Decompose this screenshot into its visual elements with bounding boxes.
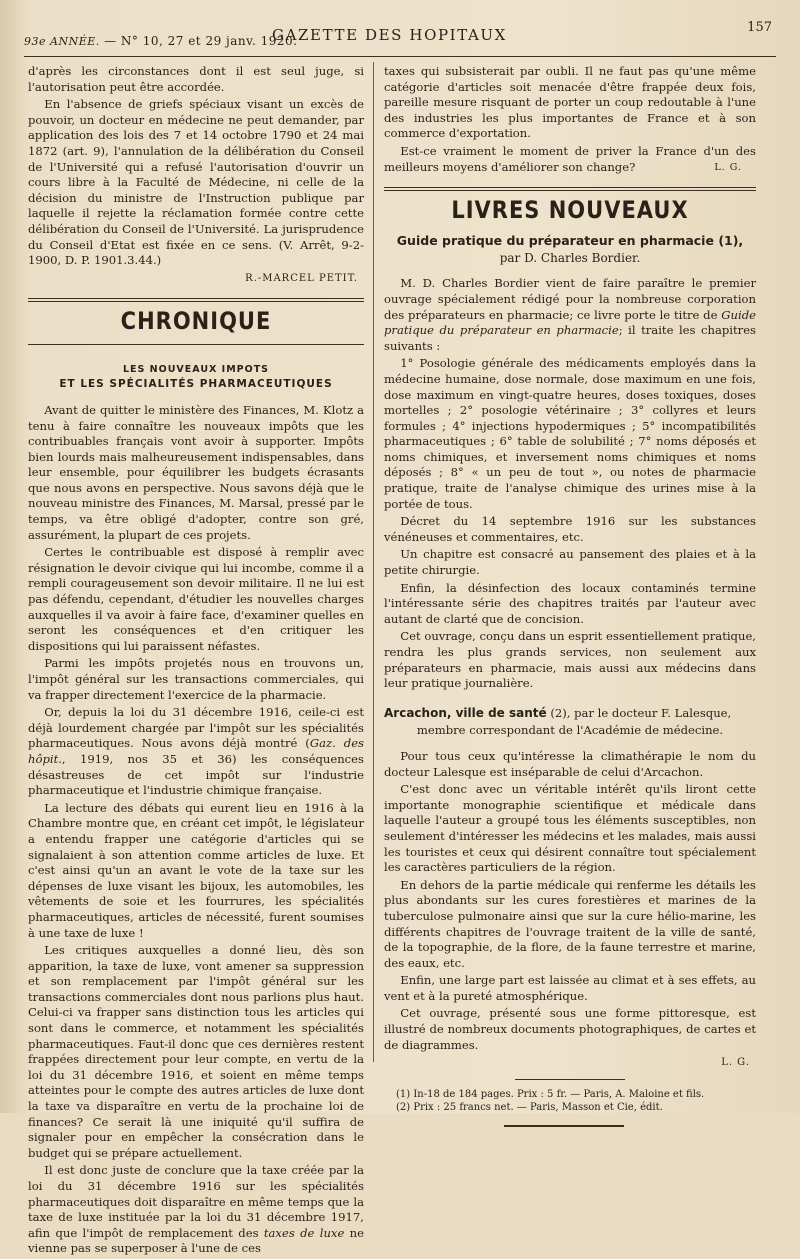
book-author-inline: (2), par le docteur F. Lalesque,: [546, 705, 732, 720]
text-run: Est-ce vraiment le moment de priver la France d'un des meilleurs moyens d'améliorer son change?: [384, 143, 756, 174]
paragraph: taxes qui subsisterait par oubli. Il ne faut pas qu'une même catégorie d'articles soit menacée d'être frappée deux fois, pareille mesure risquant de porter un coup redoutable à l'une des industries les plus importantes de France et à son commerce d'exportation.: [384, 64, 756, 141]
book-author: par D. Charles Bordier.: [499, 250, 641, 265]
paragraph: d'après les circonstances dont il est seul juge, si l'autorisation peut être accordée.: [28, 64, 364, 94]
page-number: 157: [747, 20, 772, 35]
signature: L. G.: [721, 1057, 750, 1069]
section-title-chronique: CHRONIQUE: [120, 307, 272, 335]
paragraph: Enfin, une large part est laissée au climat et à ses effets, au vent et à la pureté atmosphérique.: [384, 973, 756, 1003]
footnote-2: (2) Prix : 25 francs net. — Paris, Masson et Cie, édit.: [396, 1102, 663, 1114]
end-rule: [504, 1125, 624, 1127]
article-title-line2: ET LES SPÉCIALITÉS PHARMACEUTIQUES: [59, 377, 333, 390]
paragraph: Enfin, la désinfection des locaux contaminés termine l'intéressante série des chapitres traités par l'auteur avec autant de clarté que de concision.: [384, 580, 756, 626]
paragraph: En dehors de la partie médicale qui renferme les détails les plus abondants sur les cures forestières et marines de la tuberculose pulmonaire ainsi que sur la cure hélio-marine, les différents chapitres de l'ouvrage traitent de la ville de santé, de la topographie, de la flore, de la faune terrestre et marine, des eaux, etc.: [384, 877, 756, 970]
text-run: ne vienne pas se superposer à l'une de ces: [28, 1225, 364, 1256]
text-run: Il est donc juste de conclure que la taxe créée par la loi du 31 décembre 1916 sur les spécialités pharmaceutiques doit disparaître en même temps que la taxe de luxe instituée par la loi du 31 décembre 1917, afin que l'impôt de remplacement des: [28, 1163, 364, 1240]
footnotes: [384, 1088, 756, 1115]
paragraph: Un chapitre est consacré au pansement des plaies et à la petite chirurgie.: [384, 547, 756, 578]
book-title-text: Guide pratique du préparateur en pharmacie: [396, 232, 714, 248]
section-rule: [384, 187, 756, 191]
header-rule: [24, 56, 776, 57]
paragraph: Décret du 14 septembre 1916 sur les substances vénéneuses et commentaires, etc.: [384, 514, 756, 544]
paragraph: Pour tous ceux qu'intéresse la climathérapie le nom du docteur Lalesque est inséparable de celui d'Arcachon.: [384, 748, 756, 779]
spacer: [384, 694, 756, 706]
paragraph: La lecture des débats qui eurent lieu en 1916 à la Chambre montre que, en créant cet impôt, le législateur a entendu frapper une catégorie d'articles qui se signalaient à son attention comme articles de luxe. Et c'est ainsi qu'un an avant le vote de la taxe sur les dépenses de luxe visant les bijoux, les automobiles, les vêtements de soie et les fourrures, les spécialités pharmaceutiques, articles de nécessité, furent soumises à une taxe de luxe !: [28, 800, 364, 940]
paragraph: [28, 1163, 364, 1257]
text-run: Or, depuis la loi du 31 décembre 1916, ceile-ci est déjà lourdement chargée par l'impôt sur les spécialités pharmaceutiques. Nous avons déjà montré (: [28, 705, 364, 751]
book-author-subtitle: membre correspondant de l'Académie de médecine.: [416, 723, 724, 738]
italic-title: Guide pratique du préparateur en pharmacie: [384, 307, 756, 338]
book-heading: [384, 706, 756, 722]
article-title: [28, 363, 364, 391]
paragraph: [384, 276, 756, 354]
section-rule: [28, 298, 364, 302]
paragraph: Certes le contribuable est disposé à remplir avec résignation le devoir civique qui lui incombe, comme il a rempli courageusement son devoir militaire. Il ne lui est pas défendu, cependant, d'étudier les nouvelles charges auxquelles il va avoir à faire face, d'examiner quelles en seront les conséquences et d'en critiquer les dispositions qui lui paraissent néfastes.: [28, 545, 364, 653]
journal-reference: Gaz. des hôpit.: [28, 736, 365, 766]
footnote-rule: [515, 1079, 625, 1080]
paragraph: C'est donc avec un véritable intérêt qu'ils liront cette importante monographie scientifique et médicale dans laquelle l'auteur a groupé tous les éléments susceptibles, non seulement d'intéresser les médecins et les malades, mais aussi les touristes et ceux qui désirent connaître tout spécialement les caractères particuliers de la région.: [384, 782, 756, 875]
year-label: 93e ANNÉE.: [24, 35, 100, 48]
left-column: [28, 64, 364, 1259]
italic-term: taxes de luxe: [263, 1225, 345, 1240]
section-rule: [28, 344, 364, 345]
paragraph: Avant de quitter le ministère des Finances, M. Klotz a tenu à faire connaître les nouveaux impôts que les contribuables français vont avoir à supporter. Impôts bien lourds mais malheureusement indispensables, dans leur ensemble, pour équilibrer les budgets écrasants que nous avons en perspective. Nous savons déjà que le nouveau ministre des Finances, M. Marsal, pressé par le temps, va être obligé d'adopter, contre son gré, assurément, la plupart de ces projets.: [28, 402, 364, 542]
text-run: , 1919, nos 35 et 36) les conséquences désastreuses de cet impôt sur l'industrie pharmaceutique et l'industrie chimique française.: [28, 751, 364, 798]
paragraph: Parmi les impôts projetés nous en trouvons un, l'impôt général sur les transactions commerciales, qui va frapper directement l'exercice de la pharmacie.: [28, 656, 364, 702]
paragraph: [28, 705, 364, 799]
issue-line: [24, 34, 297, 48]
page-header: [24, 18, 776, 52]
section-title-livres: LIVRES NOUVEAUX: [451, 196, 689, 224]
signature: R.-MARCEL PETIT.: [245, 272, 358, 284]
text-run: M. D. Charles Bordier vient de faire paraître le premier ouvrage spécialement rédigé pour la nombreuse corporation des préparateurs en pharmacie; ce livre porte le titre de: [384, 276, 756, 322]
column-divider: [373, 62, 374, 1062]
book-title: [384, 233, 756, 249]
text-run: ; il traite les chapitres suivants :: [384, 323, 756, 353]
paragraph: [384, 144, 756, 175]
paragraph: Cet ouvrage, conçu dans un esprit essentiellement pratique, rendra les plus grands services, non seulement aux préparateurs en pharmacie, mais aussi aux médecins dans leur pratique journalière.: [384, 629, 756, 691]
paragraph: Cet ouvrage, présenté sous une forme pittoresque, est illustré de nombreux documents photographiques, de cartes et de diagrammes.: [384, 1006, 756, 1052]
book-title-text: Arcachon, ville de santé: [384, 705, 547, 720]
paragraph: En l'absence de griefs spéciaux visant un excès de pouvoir, un docteur en médecine ne peut demander, par application des lois des 7 et 14 octobre 1790 et 24 mai 1872 (art. 9), l'annulation de la délibération du Conseil de l'Université qui a refusé l'autorisation d'ouvrir un cours libre à la Faculté de Médecine, ni celle de la décision du ministre de l'Instruction publique par laquelle il rejette la réclamation formée contre cette délibération du Conseil de l'Université. La jurisprudence du Conseil d'Etat est fixée en ce sens. (V. Arrêt, 9-2-1900, D. P. 1901.3.44.): [28, 97, 364, 268]
right-column: [384, 64, 756, 1127]
footnote-1: (1) In-18 de 184 pages. Prix : 5 fr. — Paris, A. Maloine et fils.: [396, 1088, 705, 1100]
paragraph: Les critiques auxquelles a donné lieu, dès son apparition, la taxe de luxe, vont amener sa suppression et son remplacement par l'impôt général sur les transactions commerciales dont nous parlions plus haut. Celui-ci va frapper sans distinction tous les articles qui sont dans le commerce, et notamment les spécialités pharmaceutiques. Faut-il donc que ces dernières restent frappées directement pour leur compte, en vertu de la loi du 31 décembre 1916, et soient en même temps atteintes pour le compte des autres articles de luxe dont la taxe va disparaître en vertu de la prochaine loi de finances? Ce serait là une iniquité qu'il suffira de signaler pour en empêcher la consécration dans le budget qui se prépare actuellement.: [28, 943, 364, 1160]
signature: L. G.: [714, 161, 742, 173]
paragraph: 1° Posologie générale des médicaments employés dans la médecine humaine, dose normale, dose maximum en une fois, dose maximum en vingt-quatre heures, doses toxiques, doses mortelles ; 2° posologie vétérinaire ; 3° collyres et leurs formules ; 4° injections hypodermiques ; 5° incompatibilités pharmaceutiques ; 6° table de solubilité ; 7° noms déposés et noms chimiques, et inversement noms chimiques et noms déposés ; 8° « un peu de tout », ou notes de pharmacie pratique, traite de l'analyse chimique des urines mise à la portée de tous.: [384, 356, 756, 511]
journal-title: GAZETTE DES HOPITAUX: [272, 26, 507, 44]
article-title-line1: LES NOUVEAUX IMPOTS: [122, 363, 270, 375]
issue-label: — N° 10, 27 et 29 janv. 1920.: [104, 34, 298, 48]
footnote-ref: (1),: [718, 232, 744, 248]
